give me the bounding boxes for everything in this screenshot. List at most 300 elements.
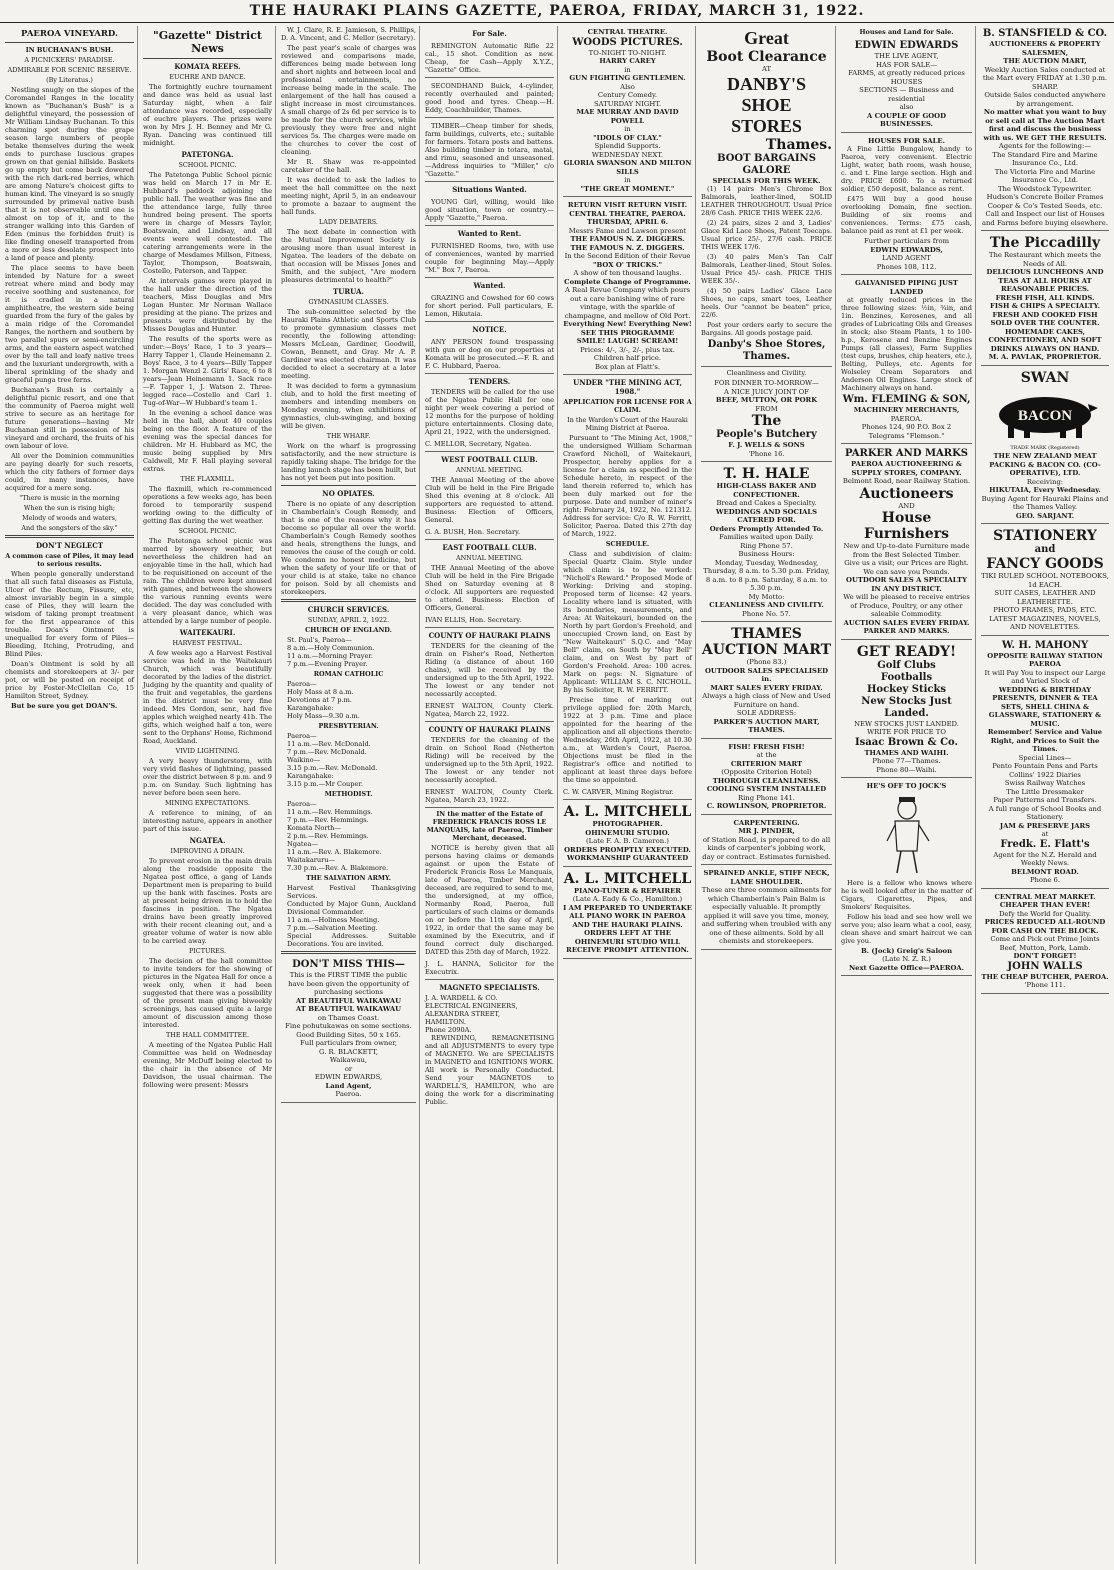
advert-waikawau xyxy=(281,957,416,1103)
ad-text: (Late N. Z. R.) xyxy=(882,955,931,963)
advert-swan-bacon xyxy=(981,368,1109,525)
district-heading: PATETONGA. xyxy=(181,150,234,159)
ad-item: (3) 40 pairs Men's Tan Calf Balmorals, Leather-lined, Stout Soles. Usual Price 45/- cash. PRICE THIS WEEK 35/-. xyxy=(701,253,832,285)
ad-line: Full particulars from owner, xyxy=(300,1039,397,1047)
church-service-line: 7 p.m.—Rev. Hemmings. xyxy=(287,816,369,824)
advert-carpentering xyxy=(701,817,832,866)
church-service-line: 3.15 p.m.—Rev. McDonald. xyxy=(287,764,378,772)
ad-line: My Motto: xyxy=(748,592,785,601)
notice-heading: NOTICE. xyxy=(472,325,507,334)
ad-headline: HOUSES FOR SALE. xyxy=(868,136,945,145)
ad-line: Further particulars from xyxy=(863,237,950,245)
classified-ad: REMINGTON Automatic Rifle 22 cal., 15 shot. Condition as new. Cheap, for Cash—Apply X.Y.Z., "Gazette" Office. xyxy=(425,40,554,78)
ad-line: A. L. MITCHELL xyxy=(563,870,692,887)
ad-line: HAS FOR SALE— xyxy=(875,60,938,69)
ad-line: No matter what you want to buy or sell call at The Auction Mart first and discuss the business with us. WE GET THE RESULTS. xyxy=(983,108,1107,142)
ad-line: Everything New! Everything New! xyxy=(563,320,692,328)
ad-headline: Great xyxy=(744,28,789,48)
ad-signature: GEO. SARJANT. xyxy=(1015,511,1075,520)
column-6 xyxy=(698,26,836,1564)
advert-jocks-saloon xyxy=(841,780,972,976)
ad-line: Waikawau, xyxy=(329,1056,368,1064)
ad-line: DELICIOUS LUNCHEONS AND TEAS AT ALL HOURS AT REASONABLE PRICES. xyxy=(986,268,1104,293)
church-service-line: 7 p.m.—Evening Prayer. xyxy=(287,660,368,668)
column-2 xyxy=(140,26,276,1564)
subheading: LADY DEBATERS. xyxy=(319,218,378,226)
ad-line: A full range of School Books and Stationery. xyxy=(988,804,1102,821)
ad-line: Belmont Road, near Railway Station. xyxy=(842,477,971,485)
ad-line: THAMES AUCTION MART xyxy=(701,626,832,658)
ad-line: THE AUCTION MART, xyxy=(1003,57,1087,65)
ad-line: W. H. MAHONY xyxy=(1001,639,1089,651)
ad-line: HAMILTON. xyxy=(425,1018,466,1026)
ad-line: THE CHEAP BUTCHER, PAEROA. xyxy=(981,972,1109,981)
notice-text: TENDERS for the cleaning of the drain on School Road (Netherton Riding) will be received by the undersigned up to the 5th April, 1922. The lowest or any tender not necessarily accepted. xyxy=(425,736,554,784)
classified-heading: Situations Wanted. xyxy=(452,185,527,194)
ad-line: in xyxy=(624,65,631,74)
notice-text: TENDERS will be called for the use of the Ngatea Public Hall for one night per week covering a period of 12 months for the purpose of holding picture entertainments. Closing date, April 21, 1922, with the undersigned. xyxy=(425,388,554,436)
ad-line: Families waited upon Daily. xyxy=(719,533,814,541)
subheading: HARVEST FESTIVAL. xyxy=(172,639,243,647)
ad-line: Footballs xyxy=(880,671,933,683)
ad-line: 'Phone 16. xyxy=(748,449,785,458)
subheading: IMPROVING A DRAIN. xyxy=(170,847,245,855)
ad-line: also xyxy=(899,103,914,111)
paragraph: Nestling snugly on the slopes of the Coromandel Ranges in the locality known as "Buchanan's Bush" is a delightful vineyard, the possession of Mr William Lindsay Buchanan. To this charming spot during the grape season large numbers of people betake themselves during the week ends to purchase luscious grapes grown on that genial hillside. Baskets go up empty but come back dowered with the rich dark-red berries, which are among Nature's choicest gifts to human kind. The vineyard is so snugly surrounded by primeval native bush that it is not observable until one is almost on top of it, and to the stranger walking into this Garden of Eden (minus the forbidden fruit) is like finding oneself transported from a more or less desolate prospect into a land of peace and plenty. xyxy=(5,86,134,262)
advert-pain-balm xyxy=(701,867,832,950)
ad-text: Receiving: xyxy=(1026,477,1064,486)
subheading: ANNUAL MEETING. xyxy=(455,554,524,562)
signature: G. A. BUSH, Hon. Secretary. xyxy=(425,526,554,540)
ad-line: CENTRAL THEATRE. xyxy=(587,28,668,36)
advert-mahony xyxy=(981,638,1109,889)
ad-line: THOROUGH CLEANLINESS. xyxy=(712,776,821,785)
ad-line: THE FAMOUS N. Z. DIGGERS. xyxy=(570,235,685,243)
church-service-line: 8 a.m.—Holy Communion. xyxy=(287,644,375,652)
ad-line: and xyxy=(1034,544,1056,555)
paragraph: All over the Dominion communities are paying dearly for such resorts, which the city fathers of former days could, in many instances, have acquired for a mere song. xyxy=(5,452,134,492)
ad-line: Splendid Supports. xyxy=(594,142,661,150)
notice-heading: WEST FOOTBALL CLUB. xyxy=(441,455,538,464)
ad-line: (Late A. Eady & Co., Hamilton.) xyxy=(572,895,683,903)
ad-text: Next Gazette Office—PAEROA. xyxy=(848,963,965,972)
ad-line: PARKER'S AUCTION MART, THAMES. xyxy=(713,717,820,734)
ad-text: Here is a fellow who knows where he is well looked after in the matter of Cigars, Cigarettes, Pipes, and Smokers' Requisites. xyxy=(841,878,972,911)
column-5 xyxy=(560,26,696,1564)
ad-line: MACHINERY MERCHANTS, xyxy=(853,406,960,414)
classified-heading: For Sale. xyxy=(472,29,507,38)
subheading: PICTURES. xyxy=(188,947,227,955)
ad-line: on Thames Coast. xyxy=(317,1013,380,1022)
ad-line: Phones 108, 112. xyxy=(876,262,937,271)
paragraph: The fortnightly euchre tournament and dance was held as usual last Saturday night, when a fair attendance was recorded, especially of euchre players. The prizes were won by Mrs J. H. Benney and Mr G. Ryan. Dancing was continued till midnight. xyxy=(143,83,272,147)
subheading: VIVID LIGHTNING. xyxy=(175,747,240,755)
ad-line: The Little Dressmaker xyxy=(1006,787,1084,796)
ad-line: Defy the World for Quality. xyxy=(998,909,1092,918)
ad-line: (Opposite Criterion Hotel) xyxy=(721,768,812,776)
ad-line: (Late F. A. B. Cameron.) xyxy=(586,837,669,845)
ad-line: (Phone 83.) xyxy=(746,658,787,666)
ad-line: in xyxy=(624,125,631,133)
ad-line: Outside Sales conducted anywhere by arrangement. xyxy=(984,91,1106,108)
ad-text: TRADE MARK (Registered) xyxy=(1010,444,1080,451)
church-service-line: Waikino— xyxy=(287,756,321,764)
ad-line: Century Comedy. xyxy=(597,91,658,99)
ad-headline: DANBY'S xyxy=(726,73,806,94)
ad-line: A Real Revue Company which pours out a care banishing wine of rare vintage, with the sparkle of champagne, and mellow of Old Port. xyxy=(564,286,691,320)
church-service-line: Paeroa— xyxy=(287,732,317,740)
ad-line: ORDERS LEFT AT THE OHINEMURI STUDIO WILL RECEIVE PROMPT ATTENTION. xyxy=(566,929,689,954)
ad-line: OUTDOOR SALES A SPECIALTY IN ANY DISTRICT. xyxy=(846,576,967,593)
signature: C. W. CARVER, Mining Registrar. xyxy=(563,786,692,800)
notice-text: ANY PERSON found trespassing with gun or dog on our properties at Komata will be prosecuted.—F. R. and F. C. Hubbard, Paeroa. xyxy=(425,336,554,374)
paragraph: The place seems to have been intended by Nature for a sweet retreat where mind and body may receive soothing and sustenance, for it is cradled in a natural amphitheatre, the western side being guarded from the fury of the gales by a main ridge of the Coromandel Ranges, the northern and southern by two parallel spurs or semi-encircling arms, and the eastern aspect watched over by the tall and leafy native trees and the luxuriant undergrowth, with a liberal sprinkling of the shady and graceful punga tree ferns. xyxy=(5,264,134,384)
advert-stationery xyxy=(981,526,1109,636)
ad-line: TIKI RULED SCHOOL NOTEBOOKS, 1d EACH. xyxy=(981,572,1109,589)
ad-line: Business Hours: xyxy=(738,550,795,558)
subheading: THE WHARF. xyxy=(326,432,371,440)
ad-line: SEE THIS PROGRAMME xyxy=(580,328,675,337)
ad-line: Landed. xyxy=(884,707,929,719)
ad-line: PAEROA xyxy=(1029,660,1061,668)
ad-line: SMILE! LAUGH! SCREAM! xyxy=(576,337,679,345)
ad-line: Good Building Sites, 50 x 165. xyxy=(296,1030,401,1039)
ad-headline: SWAN xyxy=(1020,369,1070,386)
ad-line: WEDNESDAY NEXT. xyxy=(591,150,664,159)
advert-edwin-edwards xyxy=(841,38,972,133)
ad-line: WOODS PICTURES. xyxy=(572,36,683,48)
district-heading: TURUA. xyxy=(333,287,364,296)
ad-line: Paper Patterns and Transfers. xyxy=(993,796,1097,804)
ad-line: This is the FIRST TIME the public have been given the opportunity of purchasing sections xyxy=(288,971,409,996)
paragraph: A meeting of the Ngatea Public Hall Committee was held on Wednesday evening, Mr McDuff being elected to the chair in the absence of Mr Davidson, the usual chairman. The following were present: Messrs xyxy=(143,1041,272,1089)
church-service-line: 11 a.m.—Rev. Hemmings. xyxy=(287,808,373,816)
ad-line: Complete Change of Programme. xyxy=(564,277,691,286)
advert-houses xyxy=(841,135,972,276)
ad-line: House Furnishers xyxy=(864,510,949,542)
ad-headline: HE'S OFF TO JOCK'S xyxy=(866,782,947,790)
ad-item: (1) 14 pairs Men's Chrome Box Balmorals, leather-lined, SOLID LEATHER THROUGHOUT. Usual Price 28/6 Cash. PRICE THIS WEEK 22/6. xyxy=(701,185,832,217)
signature: ERNEST WALTON, County Clerk. Ngatea, March 22, 1922. xyxy=(425,700,554,722)
ad-line: AUCTIONEERS & PROPERTY SALESMEN, xyxy=(989,40,1101,57)
ad-line: The xyxy=(751,413,782,429)
ad-line: FARMS, at greatly reduced prices xyxy=(848,69,965,77)
ad-line: Box plan at Flatt's. xyxy=(594,362,661,371)
subheading: SUNDAY, APRIL 2, 1922. xyxy=(307,616,390,624)
advert-piccadilly xyxy=(981,233,1109,366)
ad-line: FISH & CHIPS A SPECIALTY. xyxy=(990,302,1100,310)
pig-logo-icon xyxy=(990,390,1100,440)
church-service-line: 7 p.m.—Salvation Meeting. xyxy=(287,924,378,932)
ad-subheadline: SPECIALS FOR THIS WEEK. xyxy=(712,176,821,185)
ad-line: People's Butchery xyxy=(716,429,817,440)
ad-line: in xyxy=(624,176,631,184)
ad-line: Come and Pick out Prime Joints xyxy=(990,935,1100,943)
ad-line: Special Lines— xyxy=(1018,753,1072,762)
subheading: EUCHRE AND DANCE. xyxy=(169,73,246,81)
ad-line: Hockey Sticks xyxy=(866,683,947,695)
ad-headline: STORES xyxy=(731,115,802,136)
paragraph: Doan's Ointment is sold by all chemists and storekeepers at 3/- per pot, or will be posted on receipt of price by Foster-McClellan Co, 15 Hamilton Street, Sydney. xyxy=(5,660,134,700)
ad-line: FOR DINNER TO-MORROW— xyxy=(714,379,819,387)
ad-line: STATIONERY xyxy=(993,528,1097,544)
ad-line: AT BEAUTIFUL WAIKAWAU xyxy=(295,1005,402,1013)
ad-text: at greatly reduced prices in the three following sizes: ½in, ¾in, and 1in. Benzines, Kerosenes, and all grades of Lubricating Oils and Greases in stock; also Steam Plants, 1 to 100-h.p., Kerosene and Benzine Engines Pumps (all classes), Farm Supplies (test cups, brushes, chip heaters, etc.), Belting, Pulleys, etc. Agents for Wolseley Cream Separators and Anderson Oil Engines. Large stock of Machinery always on hand. xyxy=(841,296,972,392)
ad-line: Swiss Railway Watches xyxy=(1004,779,1086,787)
ad-line: WRITE FOR PRICE TO xyxy=(867,728,946,736)
ad-line: Phone 80—Waihi. xyxy=(876,765,937,774)
church-service-line: Ngatea— xyxy=(287,840,318,848)
ad-line: OUTDOOR SALES SPECIALISED in. xyxy=(704,666,829,683)
ad-line: "BOX O' TRICKS." xyxy=(593,260,662,269)
ad-line: HOUSES xyxy=(890,77,923,86)
ad-line: Give us a visit; our Prices are Right. We can save you Pounds. xyxy=(844,559,969,576)
ad-headline: GALVANISED PIPING JUST LANDED xyxy=(855,279,958,296)
classified-ad: GRAZING and Cowshed for 60 cows for short period. Full particulars, E. Lemon, Hikutaia. xyxy=(425,292,554,322)
ad-line: Remember! Service and Value Right, and Prices to Suit the Times. xyxy=(987,728,1103,753)
ad-item: (2) 24 pairs, sizes 2 and 3, Ladies' Glace Kid Lace Shoes, Patent Toecaps. Usual price 25/-, 27/6 cash. PRICE THIS WEEK 17/6. xyxy=(701,219,832,251)
church-service-line: 11 a.m.—Rev. McDonald. xyxy=(287,740,371,748)
ad-line: WEDDINGS AND SOCIALS CATERED FOR. xyxy=(715,507,818,524)
masthead: THE HAURAKI PLAINS GAZETTE, PAEROA, FRIDAY, MARCH 31, 1922. xyxy=(0,0,1114,23)
notice-heading: UNDER "THE MINING ACT, 1908." xyxy=(573,378,682,396)
ad-line: Agents for the following:— xyxy=(998,142,1092,150)
ad-line: JOHN WALLS xyxy=(1007,960,1083,972)
ad-text: Buying Agent for Hauraki Plains and the Thames Valley. xyxy=(981,494,1109,511)
ad-line: Hudson's Concrete Boiler Frames Cooper & Co's Tested Seeds, etc. xyxy=(986,193,1104,210)
bacon-lettering: BACON xyxy=(1017,407,1073,424)
district-heading: KOMATA REEFS. xyxy=(174,62,241,71)
paragraph: In the evening a school dance was held in the hall, about 40 couples being on the floor. A feature of the evening was the special dances for children. Mr H. Hubbard as MC, the music being supplied by Mrs Caldwell, Mr F. Hall playing several extras. xyxy=(143,409,272,473)
church-service-line: Paeroa— xyxy=(287,680,317,688)
paragraph: But be sure you get DOAN'S. xyxy=(11,702,118,710)
ad-line: Telegrams "Flemson." xyxy=(868,431,945,440)
column-3 xyxy=(278,26,420,1564)
ad-line: A NICE JUICY JOINT OF xyxy=(724,387,809,396)
byline: (By Literatus.) xyxy=(46,76,93,84)
article-subtitle: A common case of Piles, it may lead to serious results. xyxy=(5,552,134,568)
ad-line: Beef, Mutton, Pork, Lamb. xyxy=(999,943,1091,952)
ad-line: SECTIONS — Business and residential xyxy=(859,86,954,103)
signature: C. MELLOR, Secretary, Ngatea. xyxy=(425,438,554,452)
paragraph: Mr R. Shaw was re-appointed caretaker of the hall. xyxy=(281,158,416,174)
classified-ad: SECONDHAND Buick, 4-cylinder, recently overhauled and painted; good hood and tyres. Cheap.—H. Eddy, Coachbuilder, Thames. xyxy=(425,80,554,118)
paragraph: There is no opiate of any description in Chamberlain's Cough Remedy, and that is one of the reasons why it has become so popular all over the world. Chamberlain's Cough Remedy soothes and heals, strengthens the lungs, and removes the cause of the cough or cold. We condemn no honest medicine, but when the safety of your life or that of your child is at stake, take no chance for poison. Sold by all chemists and storekeepers. xyxy=(281,500,416,596)
ad-line: The Woodstock Typewriter. xyxy=(998,184,1092,193)
ad-line: WORKMANSHIP GUARANTEED xyxy=(566,854,689,862)
ad-line: Children half price. xyxy=(593,354,662,362)
ad-line: FRESH FISH, ALL KINDS. xyxy=(995,293,1095,302)
church-service-line: 7 p.m.—Rev. McDonald. xyxy=(287,748,367,756)
ad-signature: Danby's Shoe Stores, Thames. xyxy=(707,339,826,362)
ad-text: Follow his lead and see how well we serve you; also learn what a cool, easy, clean shave and smart haircut we can give you. xyxy=(841,912,972,945)
district-heading: WAITEKAURI. xyxy=(179,628,236,637)
paragraph: The next debate in connection with the Mutual Improvement Society is arousing more than usual interest in Ngatea. The leaders of the debate on that occasion will be Misses Jones and Smith, and the subject, "Are modern pleasures detrimental to health?" xyxy=(281,228,416,284)
ad-line: Phone 6. xyxy=(1029,876,1061,884)
paragraph: When people generally understand that all such fatal diseases as Fistula, Ulcer of the Rectum, Fissure, etc, almost invariably begin in a simple case of Piles, they will learn the wisdom of taking prompt treatment for the first appearance of this trouble. Doan's Ointment is unequalled for every form of Piles—Bleeding, Itching, Protruding, and Blind Piles. xyxy=(5,570,134,658)
church-service-line: 3.15 p.m.—Mr Couper. xyxy=(287,780,363,788)
ad-line: BELMONT ROAD. xyxy=(1011,867,1079,876)
verse-line: When the sun is rising high; xyxy=(23,504,116,512)
ad-line: BEEF, MUTTON, OR PORK xyxy=(715,396,818,404)
ad-line: Collins' 1922 Diaries xyxy=(1009,770,1081,779)
ad-line: I AM PREPARED TO UNDERTAKE ALL PIANO WORK IN PAEROA AND THE HAURAKI PLAINS. xyxy=(563,903,692,929)
ad-line: LAND AGENT xyxy=(882,254,931,262)
paragraph: It was decided to form a gymnasium club, and to hold the first meeting of members and intending members on Monday evening, when exhibitions of gymnastics, club-swinging, and boxing will be given. xyxy=(281,382,416,430)
notice-heading: COUNTY OF HAURAKI PLAINS xyxy=(428,725,551,734)
paragraph: The results of the sports were as under:—Boys' Race, 1 to 3 years—Harry Tapper 1, Claude Heinemann 2. Boys' Race, 3 to 4 years—Billy Tapper 1. Morgan Wenzl 2. Girls' Race, 6 to 8 years—Jean Heinemann 1. Sack race—F. Tapper 1, J. Watson 2. Three-legged race—Costello and Carl 1. Tug-of-War—W Hubbard's team 1. xyxy=(143,335,272,407)
ad-line: MR J. PINDER, xyxy=(738,827,795,835)
ad-line: Orders Promptly Attended To. xyxy=(709,524,824,533)
ad-line: New and Up-to-date Furniture made from the Best Selected Timber. xyxy=(843,542,970,559)
ad-signature: B. (Jock) Greig's Saloon xyxy=(860,946,953,955)
paragraph: The Patetonga school picnic was marred by showery weather, but nevertheless the children had an enjoyable time in the hall, which had to be requisitioned on account of the rain. The children were kept amused with games, and between the showers the various running events were decided. The day was concluded with a very pleasant dance, which was attended by a large number of people. xyxy=(143,537,272,625)
ad-line: MART SALES EVERY FRIDAY. xyxy=(710,683,823,692)
ad-line: AT BEAUTIFUL WAIKAWAU xyxy=(295,996,402,1005)
notice-text: Precise time of marking out privilege applied for: 20th March, 1922 at 3 p.m. Time and place appointed for the hearing of the application and all objections thereto: Wednesday, 26th April, 1922, at 10.30 a.m., at Warden's Court, Paeroa. Objections must be filed in the Registrar's office and notified to applicant at least three days before the time so appointed. xyxy=(563,696,692,784)
church-service-line: Conducted by Major Gunn, Auckland Divisional Commander. xyxy=(287,900,416,916)
ad-line: EDWIN EDWARDS, xyxy=(870,245,943,254)
magneto-ad xyxy=(425,994,554,1034)
ad-line: Ring Phone 57. xyxy=(740,541,793,550)
ad-line: PIANO-TUNER & REPAIRER xyxy=(574,886,681,895)
ad-line: T. H. HALE xyxy=(723,466,810,482)
ad-line: Messrs Fame and Lawson present xyxy=(568,226,687,235)
ad-body xyxy=(281,971,416,1099)
church-service-line: Karangahake: xyxy=(287,704,334,712)
ad-line: AND xyxy=(898,501,915,510)
ad-line: SUIT CASES, LEATHER AND LEATHERETTE. xyxy=(994,589,1096,606)
ad-line: Golf Clubs xyxy=(877,659,936,671)
advert-thames-auction xyxy=(701,624,832,739)
notice-text: Pursuant to "The Mining Act, 1908," the undersigned William Scharman Crawford Nicholl, of Waitekauri, Prospector, hereby applies for a license for a claim as specified in the Schedule hereto, in respect of the land therein referred to, which has been duly marked out for the purpose. Date and number of miner's right: February 24, 1922, No. 121312. Address for service: C/o R. W. Ferritt, Solicitor, Paeroa. Dated this 27th day of March, 1922. xyxy=(563,434,692,538)
ad-line: MAE MURRAY AND DAVID POWELL xyxy=(576,108,679,125)
ad-line: The Restaurant which meets the Needs of All. xyxy=(988,251,1102,268)
signature: ERNEST WALTON, County Clerk. Ngatea, March 23, 1922. xyxy=(425,786,554,808)
ad-line: J. A. WARDELL & CO. xyxy=(425,994,498,1002)
ad-text: £475 Will buy a good house overlooking Domain, fine section. Building of six rooms and conveniences. Terms: £75 cash, balance paid as rent at £1 per week. xyxy=(841,195,972,235)
ad-line: of Station Road, is prepared to do all kinds of carpenter's jobbing work, day or contract. Estimates furnished. xyxy=(702,835,831,861)
notice-heading: IN the matter of the Estate of FREDERICK FRANCIS ROSS LE MANQUAIS, late of Paeroa, Timber Merchant, deceased. xyxy=(426,810,553,842)
subheading: THE HALL COMMITTEE. xyxy=(166,1031,249,1039)
ad-line: JAM & PRESERVE JARS xyxy=(999,821,1091,830)
classified-ad: TIMBER—Cheap timber for sheds, farm buildings, culverts, etc.; suitable for farmers. Totara posts and battens. Also building timber in totara, matai, and rimu, seasoned and unseasoned.—Address inquiries to "Miller," c/o "Gazette." xyxy=(425,120,554,182)
paragraph: A very heavy thunderstorm, with very vivid flashes of lightning, passed over the district between 8 p.m. and 9 p.m. on Sunday. Such lightning has never before been seen here. xyxy=(143,757,272,797)
church-name: CHURCH OF ENGLAND. xyxy=(305,626,392,634)
subheading: ANNUAL MEETING. xyxy=(455,466,524,474)
church-listings xyxy=(281,626,416,948)
ad-line: FANCY GOODS xyxy=(986,556,1104,572)
subheading: SCHOOL PICNIC. xyxy=(178,527,237,535)
ad-text: THE NEW ZEALAND MEAT PACKING & BACON CO. (CO-OPERATIVE), LTD. xyxy=(989,452,1101,477)
ad-line: It will Pay You to inspect our Large and Varied Stock of xyxy=(984,668,1106,685)
article-title: NO OPIATES. xyxy=(322,489,375,498)
column-4 xyxy=(422,26,558,1564)
ad-line: LATEST MAGAZINES, NOVELS, AND NOVELETTES. xyxy=(989,614,1101,631)
ad-line: PARKER AND MARKS xyxy=(844,448,969,459)
ad-line: The Victoria Fire and Marine Insurance Co., Ltd. xyxy=(994,167,1096,184)
paragraph: W. J. Clare, R. E. Jamieson, S. Phillips, D. A. Vincent, and C. Mellor (secretary). xyxy=(281,26,416,42)
ad-line: Monday, Tuesday, Wednesday, Thursday, 8 a.m. to 5.30 p.m. Friday, 8 a.m. to 8 p.m. Saturday, 8 a.m. to 5.30 p.m. xyxy=(703,558,830,592)
paragraph: Work on the wharf is progressing satisfactorily, and the new structure is rapidly taking shape. The bridge for the landing launch stage has been built, but has not yet been put into position. xyxy=(281,442,416,482)
ad-line: TO-NIGHT TO-NIGHT. xyxy=(588,48,667,57)
advert-parker-and-marks xyxy=(841,446,972,640)
ad-line: Call and Inspect our list of Houses and Farms before buying elsewhere. xyxy=(982,210,1108,227)
advert-stansfield xyxy=(981,26,1109,231)
section-title: "Gazette" District News xyxy=(153,29,262,55)
ad-line: Prices: 4/-, 3/-, 2/-, plus tax. xyxy=(580,345,675,354)
ad-line: "IDOLS OF CLAY." xyxy=(593,133,662,142)
ad-line: Phone 77—Thames. xyxy=(872,757,941,765)
section-heading: Houses and Land for Sale. xyxy=(859,28,954,36)
ad-line: Wm. FLEMING & SON, xyxy=(842,394,971,405)
ad-line: FISH! FRESH FISH! xyxy=(728,742,805,751)
church-service-line: 11 a.m.—Rev. A. Blakemore. xyxy=(287,848,382,856)
ad-line: Weekly Auction Sales conducted at the Mart every FRIDAY at 1.30 p.m. SHARP. xyxy=(982,65,1108,91)
ad-line: CENTRAL THEATRE, PAEROA. xyxy=(569,209,686,218)
advert-piano-tuner xyxy=(563,869,692,959)
church-name: THE SALVATION ARMY. xyxy=(306,874,391,882)
ad-line: OPPOSITE RAILWAY STATION xyxy=(987,651,1103,660)
ad-line: The Piccadilly xyxy=(989,235,1101,251)
subheading: APPLICATION FOR LICENSE FOR A CLAIM. xyxy=(563,398,692,414)
ad-line: G. R. BLACKETT, xyxy=(319,1047,378,1056)
ad-line: Paeroa. xyxy=(335,1090,362,1098)
ad-line: ALEXANDRA STREET, xyxy=(425,1010,501,1018)
ad-headline: Thames. xyxy=(765,136,832,153)
notice-heading: EAST FOOTBALL CLUB. xyxy=(442,543,537,552)
notice-text: THE Annual Meeting of the above Club will be held in the Fire Brigade Shed on Saturday evening at 8 o'clock. All supporters are requested to attend. Business: Election of Officers, General. xyxy=(425,564,554,612)
ad-line: 'Phone 111. xyxy=(1024,981,1066,989)
paragraph: A few weeks ago a Harvest Festival service was held in the Waitekauri Church, which was beautifully decorated by the ladies of the district. Judging by the quantity and quality of the fruit and vegetables, the gardens in the district must be very fine indeed. Mrs Gordon, senr., had five apples which weighed nearly 41b. The gifts, which weighed half a ton, were sent to the Orphans' Home, Richmond Road, Auckland. xyxy=(143,649,272,745)
paragraph: Buchanan's Bush is certainly a delightful picnic resort, and one that the community of Paeroa might well strive to secure as an heritage for future generations—having Mr Buchanan still in possession of his vineyard and orchard, the fruits of his own labour of love. xyxy=(5,386,134,450)
ad-line: PAEROA. xyxy=(890,414,923,423)
paragraph: A reference to mining, of an interesting nature, appears in another part of this issue. xyxy=(143,809,272,833)
ad-line: HIGH-CLASS BAKER AND CONFECTIONER. xyxy=(716,482,817,499)
ad-line: DON'T FORGET! xyxy=(1013,952,1077,960)
ad-line: CRITERION MART xyxy=(730,759,803,768)
paragraph: The flaxmill, which re-commenced operations a few weeks ago, has been forced to temporarily suspend working owing to the difficulty of getting flax during the wet weather. xyxy=(143,485,272,525)
ad-line: OHINEMURI STUDIO. xyxy=(585,828,670,837)
ad-line: Isaac Brown & Co. xyxy=(854,736,959,748)
ad-line: Phone 2090A. xyxy=(425,1026,472,1034)
ad-line: PHOTO FRAMES, PADS, ETC. xyxy=(993,606,1097,614)
ad-line: FROM xyxy=(755,404,778,413)
district-heading: NGATEA. xyxy=(189,836,226,845)
ad-line: Auctioneers xyxy=(859,485,954,502)
ad-line: CHEAPER THAN EVER! xyxy=(999,901,1091,909)
advert-central-meat-market xyxy=(981,891,1109,994)
church-service-line: Komata North— xyxy=(287,824,341,832)
ad-line: WEDDING & BIRTHDAY PRESENTS, DINNER & TEA SETS, SHELL CHINA & GLASSWARE, STATIONERY & MUSIC. xyxy=(988,685,1102,728)
article-subtitle: IN BUCHANAN'S BUSH. xyxy=(25,46,114,54)
ad-line: A COUPLE OF GOOD BUSINESSES. xyxy=(867,111,946,128)
ad-signature xyxy=(841,394,972,440)
advert-fleming xyxy=(841,277,972,444)
ad-line: New Stocks Just xyxy=(861,695,952,707)
church-service-line: 11 a.m.—Morning Prayer. xyxy=(287,652,373,660)
church-name: METHODIST. xyxy=(324,790,373,798)
ad-line: CARPENTERING. xyxy=(733,818,800,827)
church-service-line: Special Addresses. Suitable Decorations. You are invited. xyxy=(287,932,416,948)
ad-line: PRICES REDUCED ALL-ROUND FOR CASH ON THE BLOCK. xyxy=(984,918,1106,935)
ad-item: Post your orders early to secure the Bargains. All goods postage paid. xyxy=(701,321,832,337)
ad-line: at xyxy=(1041,830,1049,838)
ad-line: Ring Phone 141. xyxy=(738,793,795,802)
ad-line: AUCTION SALES EVERY FRIDAY. xyxy=(843,618,970,627)
advert-peoples-butchery xyxy=(701,377,832,462)
ad-line: Always a high class of New and Used Furniture on hand. xyxy=(702,692,831,709)
